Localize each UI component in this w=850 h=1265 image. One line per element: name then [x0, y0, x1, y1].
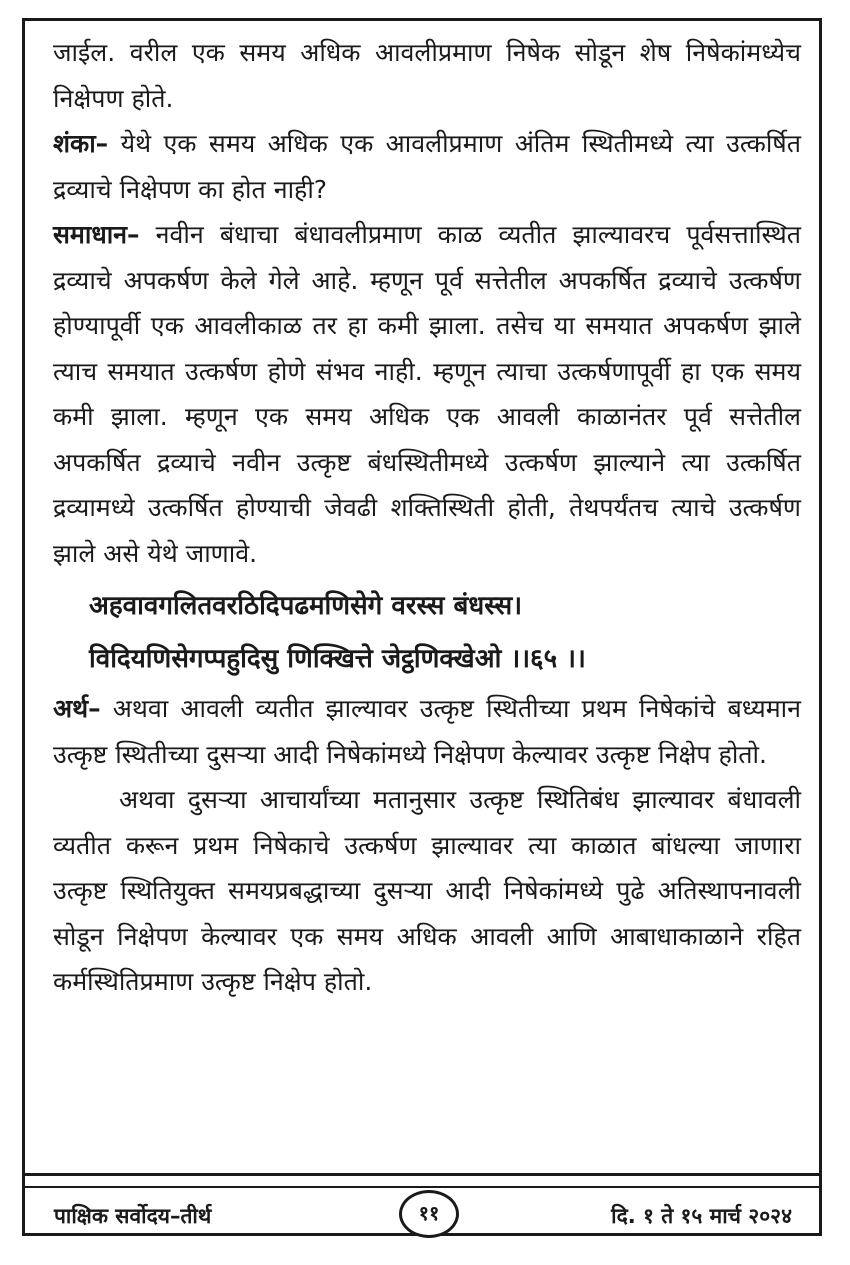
verse-line-2: विदियणिसेगप्पहुदिसु णिक्खित्ते जेट्ठणिक्खेओ ।।६५ ।।	[89, 644, 586, 674]
artha-text: अथवा आवली व्यतीत झाल्यावर उत्कृष्ट स्थितीच्या प्रथम निषेकांचे बध्यमान उत्कृष्ट स्थितीच्या दुसऱ्या आदी निषेकांमध्ये निक्षेपण केल्यावर उत्कृष्ट निक्षेप होतो.	[53, 694, 801, 769]
footer-divider-top	[22, 1173, 822, 1176]
shanka-label: शंका–	[53, 129, 109, 158]
page-content	[53, 30, 801, 1005]
artha-label: अर्थ–	[53, 694, 101, 723]
samadhan-label: समाधान–	[53, 220, 140, 249]
verse-line-1: अहवावगलितवरठिदिपढमणिसेगे वरस्स बंधस्स।	[89, 591, 523, 621]
samadhan-text: नवीन बंधाचा बंधावलीप्रमाण काळ व्यतीत झाल्यावरच पूर्वसत्तास्थित द्रव्याचे अपकर्षण केले गेले आहे. म्हणून पूर्व सत्तेतील अपकर्षित द्रव्याचे उत्कर्षण होण्यापूर्वी एक आवलीकाळ तर हा कमी झाला. तसेच या समयात अपकर्षण झाले त्याच समयात उत्कर्षण होणे संभव नाही. म्हणून त्याचा उत्कर्षणापूर्वी हा एक समय कमी झाला. म्हणून एक समय अधिक एक आवली काळानंतर पूर्व सत्तेतील अपकर्षित द्रव्याचे नवीन उत्कृष्ट बंधस्थितीमध्ये उत्कर्षण झाल्याने त्या उत्कर्षित द्रव्यामध्ये उत्कर्षित होण्याची जेवढी शक्तिस्थिती होती, तेथपर्यंतच त्याचे उत्कर्षण झाले असे येथे जाणावे.	[53, 220, 801, 568]
publication-name: पाक्षिक सर्वोदय–तीर्थ	[54, 1204, 212, 1228]
shanka-text: येथे एक समय अधिक एक आवलीप्रमाण अंतिम स्थितीमध्ये त्या उत्कर्षित द्रव्याचे निक्षेपण का होत नाही?	[53, 129, 801, 204]
paragraph-continuation: जाईल. वरील एक समय अधिक आवलीप्रमाण निषेक सोडून शेष निषेकांमध्येच निक्षेपण होते.	[53, 38, 801, 113]
footer-divider-bottom	[22, 1186, 822, 1188]
samadhan-paragraph	[53, 212, 801, 576]
final-paragraph: अथवा दुसऱ्या आचार्यांच्या मतानुसार उत्कृष्ट स्थितिबंध झाल्यावर बंधावली व्यतीत करून प्रथम निषेकाचे उत्कर्षण झाल्यावर त्या काळात बांधल्या जाणारा उत्कृष्ट स्थितियुक्त समयप्रबद्धाच्या दुसऱ्या आदी निषेकांमध्ये पुढे अतिस्थापनावली सोडून निक्षेपण केल्यावर एक समय अधिक आवली आणि आबाधाकाळाने रहित कर्मस्थितिप्रमाण उत्कृष्ट निक्षेप होतो.	[53, 785, 801, 996]
issue-date: दि. १ ते १५ मार्च २०२४	[611, 1204, 792, 1228]
artha-paragraph	[53, 686, 801, 777]
page-footer	[22, 1196, 822, 1240]
shanka-paragraph	[53, 121, 801, 212]
page-number: ११	[399, 1190, 459, 1238]
